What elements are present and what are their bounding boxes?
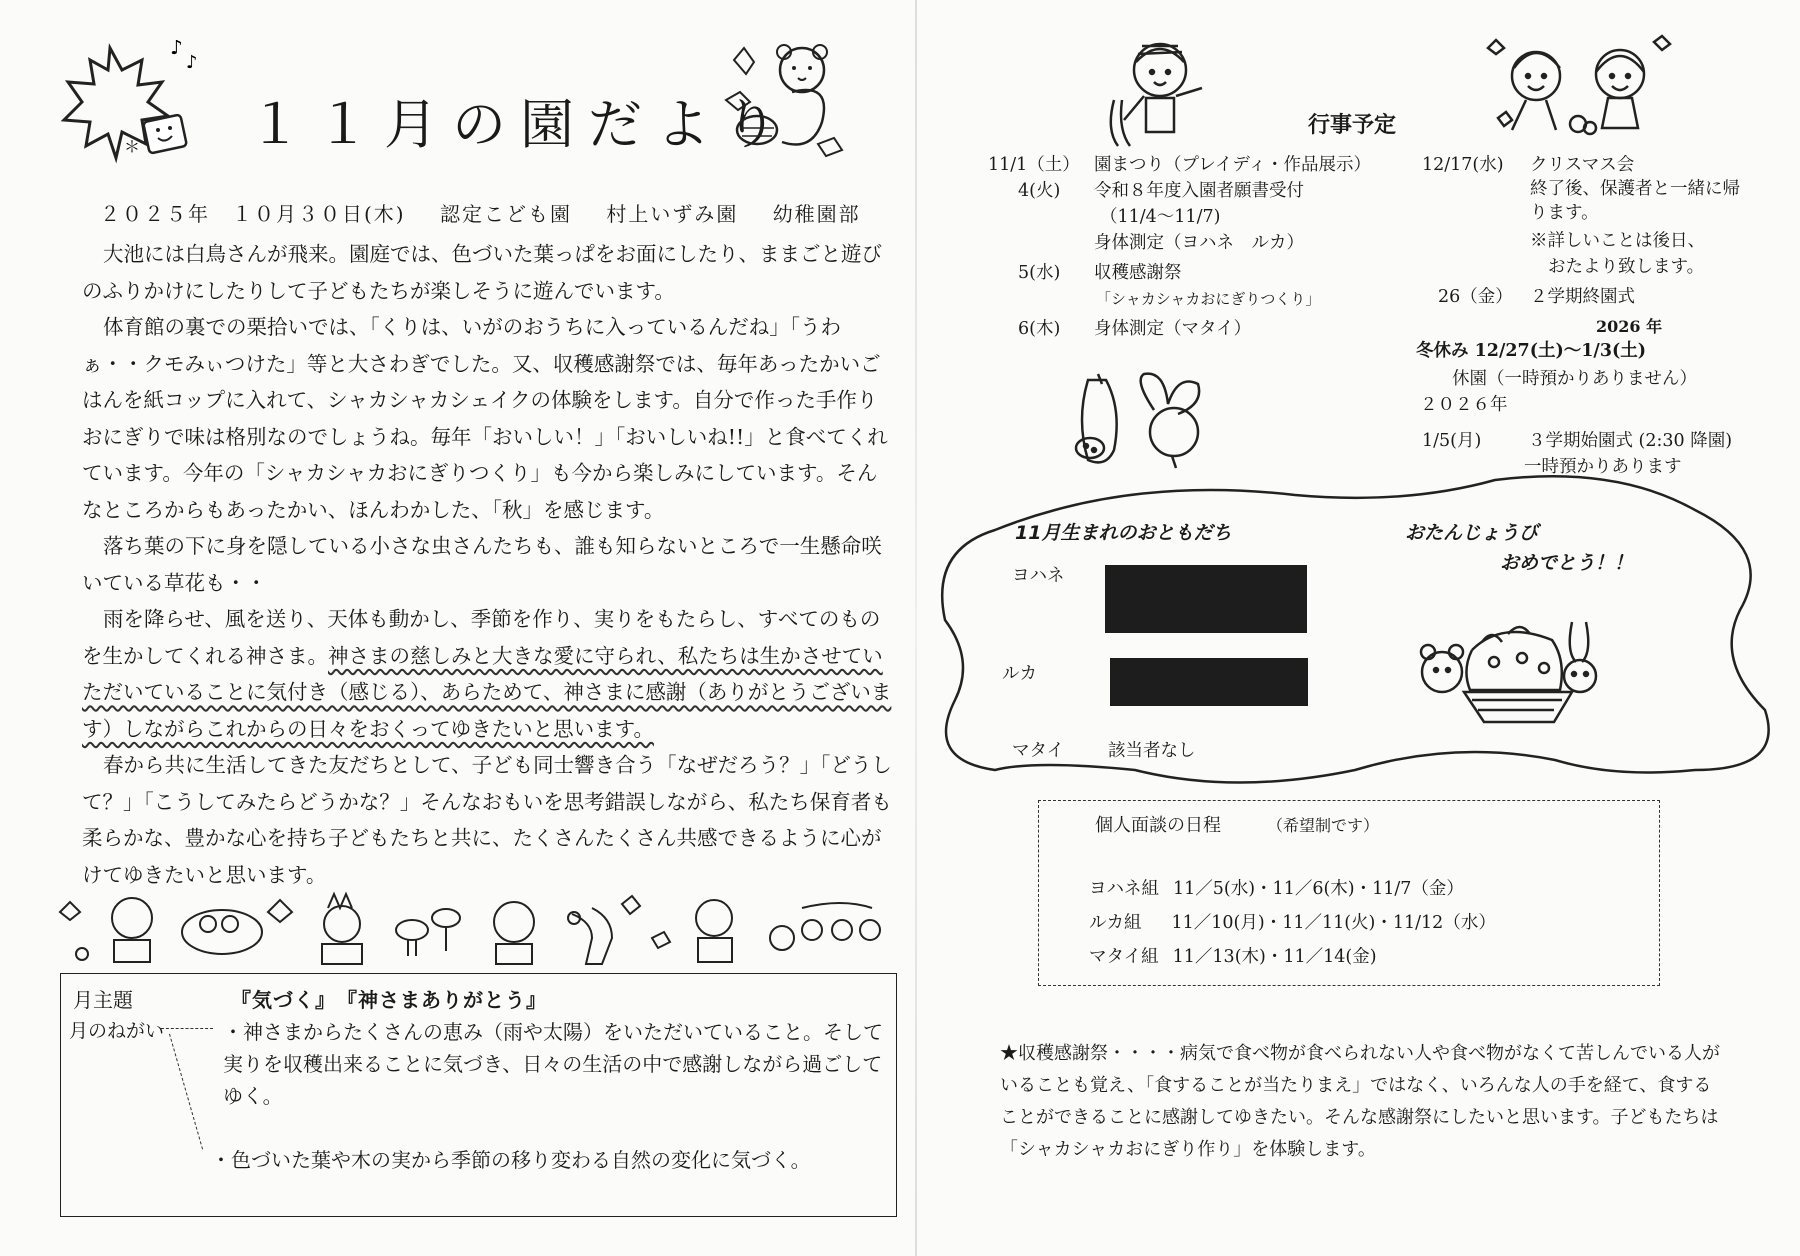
child-with-bag-icon [1098,30,1218,150]
schedule-event: おたより致します。 [1548,257,1705,277]
paragraph-2: 体育館の裏での栗拾いでは、「くりは、いがのおうちに入っているんだね」「うわぁ・・クモみぃつけた」等と大さわぎでした。又、収穫感謝祭では、毎年あったかいごはんを紙コップに入れて、シャカシャカシェイクの体験をします。自分で作った手作りおにぎりで味は格別なのでしょうね。毎年「おいしい！」「おいしいね!!」と食べてくれています。今年の「シャカシャカおにぎりつくり」も今から楽しみにしています。そんなところからもあったかい、ほんわかした、「秋」を感じます。 [82,315,888,522]
schedule-row [1422,200,1762,228]
birthday-class-yohane: ヨハネ [1012,566,1065,586]
schedule-date: 4(火) [1018,181,1061,201]
paragraph-4-underlined: 神さまの慈しみと大きな愛に守られ、私たちは生かさせていただいていることに気付き（感じる）、あらためて、神さまに感謝（ありがとうございます）しながらこれからの日々をおくってゆきたいと思います。 [82,643,892,741]
interview-dates: 11／5(水)・11／6(木)・11/7（金） [1173,879,1464,899]
redacted-names-luka [1110,658,1308,706]
issue-date: ２０２５年 １０月３０日(木) [100,202,406,226]
monthly-goal-label: 月のねがい [69,1020,165,1042]
newsletter-body [82,236,897,893]
birthday-greeting-2: おめでとう！！ [1500,552,1634,574]
schedule-row [988,152,1408,178]
schedule-event: ２学期終園式 [1530,287,1635,307]
goal-connector [161,1028,213,1029]
interview-row [1089,909,1496,934]
monthly-theme-box [60,973,897,1217]
interview-group: マタイ組 [1089,947,1159,967]
schedule-left-column [988,152,1408,342]
birthday-title: 11月生まれのおともだち [1015,522,1232,544]
schedule-event: 終了後、保護者と一緒に帰 [1530,179,1740,199]
term3-date: 1/5(月) [1422,431,1482,451]
schedule-event: 園まつり（プレイディ・作品展示） [1094,155,1372,175]
schedule-event: 令和８年度入園者願書受付 [1094,181,1304,201]
schedule-row [988,230,1408,260]
schedule-right-column [1422,152,1762,310]
monthly-goal-1: ・神さまからたくさんの恵み（雨や太陽）をいただいていること。そして実りを収穫出来ることに気づき、日々の生活の中で感謝しながら過ごしてゆく。 [223,1020,883,1108]
interview-group: ルカ組 [1089,913,1142,933]
schedule-event: ります。 [1530,203,1599,223]
year-2026-label: 2026 年 [1596,317,1663,336]
schedule-event: 身体測定（マタイ） [1094,319,1252,339]
svg-text:♪: ♪ [170,40,183,59]
birthday-cake-animals-icon [1412,612,1612,742]
school-type: 認定こども園 [439,202,572,226]
interview-row [1089,875,1464,900]
schedule-date: 6(木) [1018,319,1061,339]
schedule-event: クリスマス会 [1530,155,1635,175]
schedule-row [1422,284,1762,310]
monthly-goal-2-text: 色づいた葉や木の実から季節の移り変わる自然の変化に気づく。 [231,1148,811,1172]
schedule-date: 12/17(水) [1422,155,1504,175]
monthly-theme-value: 『気づく』 『神さまありがとう』 [231,988,547,1012]
maple-leaf-icon [50,40,200,170]
schedule-date: 26（金） [1438,287,1513,307]
svg-text:＊: ＊ [124,137,141,156]
paragraph-3: 落ち葉の下に身を隠している小さな虫さんたちも、誰も知らないところで一生懸命咲いている草花も・・ [82,534,882,595]
vegetables-icon [1068,370,1248,470]
schedule-title: 行事予定 [1308,113,1397,138]
birthday-greeting-1: おたんじょうび [1405,522,1539,544]
schedule-event: ※詳しいことは後日、 [1530,231,1705,251]
autumn-children-strip-icon [52,888,887,968]
monthly-theme-label: 月主題 [73,988,133,1012]
schedule-event: 収穫感謝祭 [1094,263,1182,283]
interview-dates: 11／13(木)・11／14(金) [1172,947,1377,967]
schedule-row [1422,254,1762,284]
paragraph-4-plain: 雨を降らせ、風を送り、天体も動かし、季節を作り、実りをもたらし、すべてのものを生かしてくれる神さま。 [82,607,881,668]
schedule-row [988,316,1408,342]
interview-title: 個人面談の日程 [1095,815,1221,836]
schedule-row [988,260,1408,286]
interview-group: ヨハネ組 [1089,879,1159,899]
schedule-date: 11/1（土） [988,155,1080,175]
winter-break: 冬休み 12/27(土)～1/3(土) [1416,341,1647,361]
birthday-class-matai: マタイ [1012,741,1065,761]
schedule-row [988,178,1408,204]
term3-event: ３学期始園式 (2:30 降園) [1528,431,1733,451]
monthly-goal-2: ・色づいた葉や木の実から季節の移り変わる自然の変化に気づく。 [211,1148,811,1172]
harvest-festival-note: ★収穫感謝祭・・・・病気で食べ物が食べられない人や食べ物がなくて苦しんでいる人がいることも覚え、「食することが当たりまえ」ではなく、いろんな人の手を経て、食することができることに感謝してゆきたい。そんな感謝祭にしたいと思います。子どもたちは「シャカシャカおにぎり作り」を体験します。 [1000,1043,1720,1160]
paragraph-4 [82,601,897,747]
birthday-class-luka: ルカ [1002,664,1037,684]
interview-box [1038,800,1660,986]
school-name: 村上いずみ園 [606,202,739,226]
paragraph-1: 大池には白鳥さんが飛来。園庭では、色づいた葉っぱをお面にしたり、ままごと遊びのふりかけにしたりして子どもたちが楽しそうに遊んでいます。 [82,242,882,303]
paragraph-5: 春から共に生活してきた友だちとして、子ども同士響き合う「なぜだろう？」「どうして？」「こうしてみたらどうかな？」そんなおもいを思考錯誤しながら、私たち保育者も柔らかな、豊かな心を持ち子どもたちと共に、たくさんたくさん共感できるように心がけてゆきたいと思います。 [82,753,892,887]
schedule-row [988,204,1408,230]
term3-note: 一時預かりあります [1524,457,1682,477]
department: 幼稚園部 [772,202,861,226]
issue-dateline [100,198,887,227]
schedule-date: 5(水) [1018,263,1061,283]
schedule-row [1422,228,1762,254]
interview-dates: 11／10(月)・11／11(火)・11/12（水） [1171,913,1496,933]
schedule-row [1422,152,1762,176]
winter-closed-note: 休園（一時預かりありません） [1452,369,1697,389]
monthly-goal-1-text: 神さまからたくさんの恵み（雨や太陽）をいただいていること。そして実りを収穫出来ることに気づき、日々の生活の中で感謝しながら過ごしてゆく。 [223,1020,883,1108]
schedule-event: 身体測定（ヨハネ ルカ） [1094,233,1304,253]
year-2026-label-2: ２０２６年 [1420,395,1508,415]
svg-text:♪: ♪ [186,52,198,73]
interview-note: （希望制です） [1267,816,1380,835]
schedule-row [1422,176,1762,200]
redacted-names-yohane [1105,565,1307,633]
birthday-names-matai: 該当者なし [1108,741,1196,761]
squirrel-illustration-icon [722,40,852,170]
schedule-event: 「シャカシャカおにぎりつくり」 [1096,290,1321,308]
goal-connector-2 [169,1034,203,1150]
interview-row [1089,943,1377,968]
newsletter-title: １１月の園だより [248,93,792,156]
schedule-event: （11/4～11/7) [1100,207,1221,227]
two-children-icon [1478,28,1678,143]
schedule-row [988,286,1408,316]
